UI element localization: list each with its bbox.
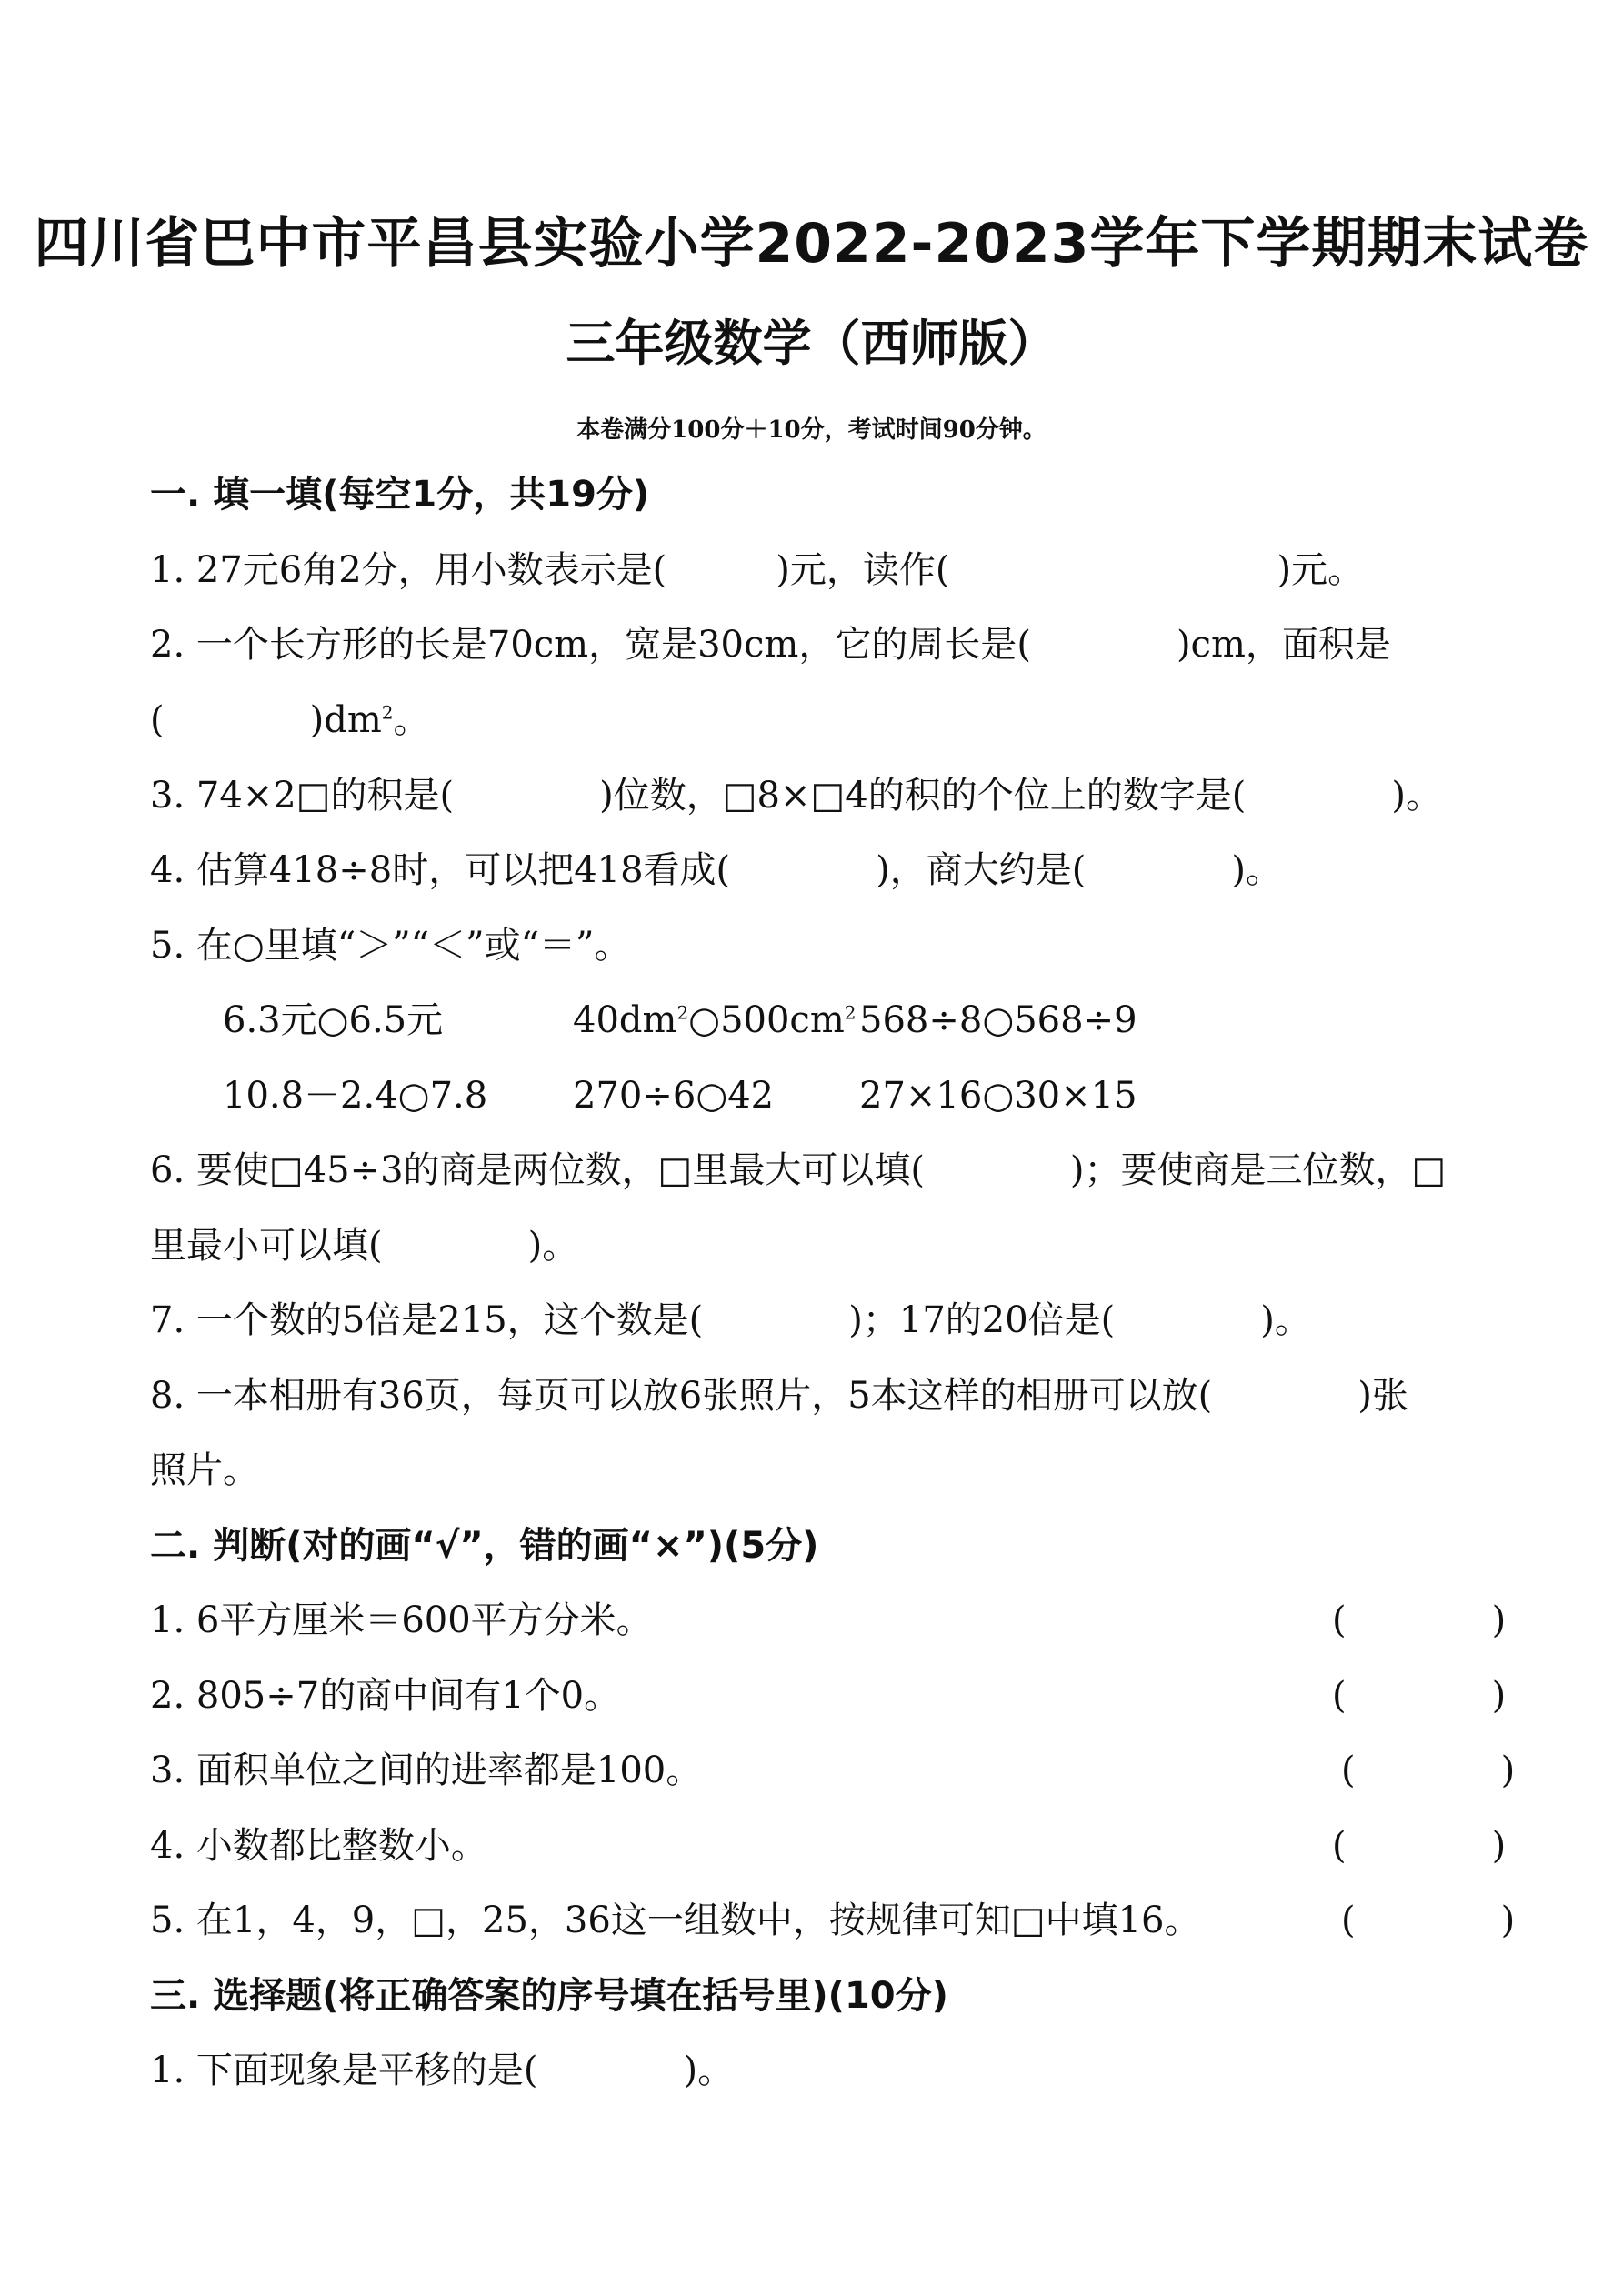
compare-1b-pre: 40dm [573,999,677,1041]
s2-answer-box-1: ( ) [1332,1599,1507,1641]
exam-note: 本卷满分100分＋10分，考试时间90分钟。 [576,416,1047,444]
s2-item-4: 4. 小数都比整数小。 [150,1825,487,1867]
compare-1c: 568÷8○568÷9 [859,999,1137,1041]
compare-1a: 6.3元○6.5元 [223,999,444,1041]
s1-question-5: 5. 在○里填“＞”“＜”或“＝”。 [150,925,631,967]
s1-question-2-line1: 2. 一个长方形的长是70cm，宽是30cm，它的周长是( )cm，面积是 [150,624,1391,666]
s1-question-8-line2: 照片。 [150,1449,259,1491]
s2-answer-box-2: ( ) [1332,1675,1507,1717]
s1-question-6-line1: 6. 要使□45÷3的商是两位数，□里最大可以填( )；要使商是三位数，□ [150,1149,1447,1191]
section1-heading: 一. 填一填(每空1分，共19分) [150,474,650,516]
s1-question-4: 4. 估算418÷8时，可以把418看成( )，商大约是( )。 [150,849,1282,891]
s2-answer-box-5: ( ) [1341,1900,1516,1941]
s2-answer-box-3: ( ) [1341,1750,1516,1791]
compare-1b [573,999,859,1041]
s3-question-1: 1. 下面现象是平移的是( )。 [150,2050,735,2091]
section3-heading: 三. 选择题(将正确答案的序号填在括号里)(10分) [150,1975,948,2017]
compare-1b-mid: ○500cm [688,999,845,1041]
exam-title: 四川省巴中市平昌县实验小学2022-2023学年下学期期末试卷 [34,212,1589,276]
s2-answer-box-4: ( ) [1332,1825,1507,1867]
s1-question-6-line2: 里最小可以填( )。 [150,1225,579,1267]
exam-subtitle: 三年级数学（西师版） [566,315,1057,372]
s1-question-3: 3. 74×2□的积是( )位数，□8×□4的积的个位上的数字是( )。 [150,775,1442,817]
s1-question-8-line1: 8. 一本相册有36页，每页可以放6张照片，5本这样的相册可以放( )张 [150,1375,1408,1417]
compare-1b-sup2: 2 [844,1001,857,1024]
section2-heading: 二. 判断(对的画“√”，错的画“×”)(5分) [150,1525,819,1567]
compare-2a: 10.8－2.4○7.8 [223,1075,488,1117]
compare-row-1 [223,991,1137,1043]
q2-superscript: 2 [381,701,394,724]
s1-question-2-line2 [150,691,429,743]
compare-row-2 [223,1067,1137,1118]
compare-2b: 270÷6○42 [573,1075,775,1117]
s2-item-5: 5. 在1，4，9，□，25，36这一组数中，按规律可知□中填16。 [150,1900,1201,1941]
s1-question-1: 1. 27元6角2分，用小数表示是( )元，读作( )元。 [150,549,1365,591]
q2-text: ( )dm [150,699,382,741]
q2-end: 。 [393,699,430,741]
s2-item-1: 1. 6平方厘米＝600平方分米。 [150,1599,653,1641]
compare-1b-sup1: 2 [676,1001,689,1024]
compare-2c: 27×16○30×15 [859,1075,1137,1117]
s2-item-2: 2. 805÷7的商中间有1个0。 [150,1675,621,1717]
s2-item-3: 3. 面积单位之间的进率都是100。 [150,1750,703,1791]
s1-question-7: 7. 一个数的5倍是215，这个数是( )；17的20倍是( )。 [150,1299,1311,1341]
